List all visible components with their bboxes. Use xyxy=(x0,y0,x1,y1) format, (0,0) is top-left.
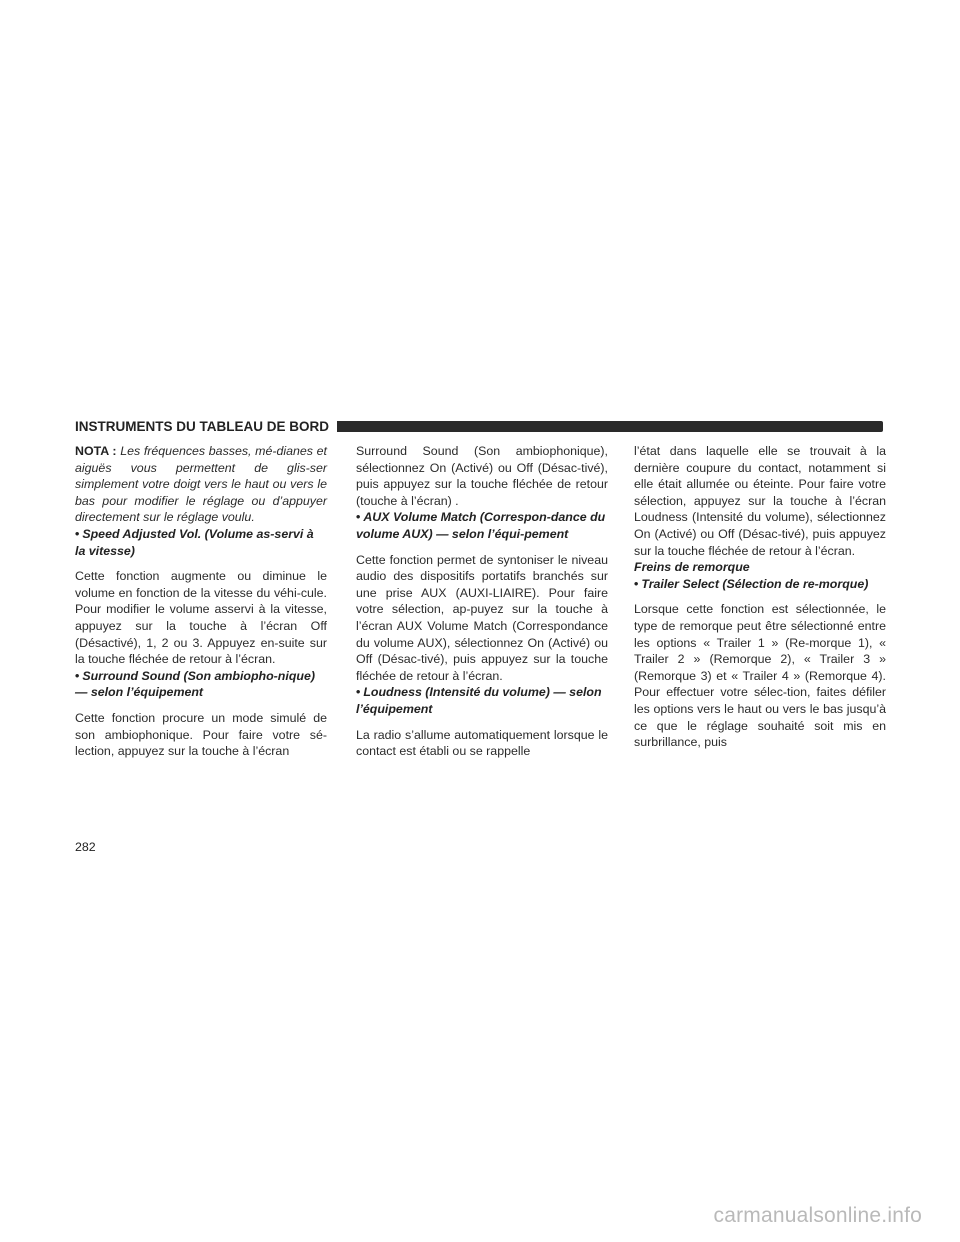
nota-text: Les fréquences basses, mé-dianes et aiguës vous permettent de glis-ser simplement votre doigt vers le haut ou vers le bas pour modifier le réglage ou d’appuyer directement sur le réglage voulu. xyxy=(75,444,327,525)
item-title-loudness: • Loudness (Intensité du volume) — selon l’équipement xyxy=(356,685,602,716)
item-title-speed-adjusted-vol: • Speed Adjusted Vol. (Volume as-servi à la vitesse) xyxy=(75,526,314,558)
watermark-text: carmanualsonline.info xyxy=(713,1204,922,1227)
bullet-icon: • xyxy=(356,510,361,525)
continuation-text-loudness: l’état dans laquelle elle se trouvait à la dernière coupure du contact, notamment si elle était allumée ou éteinte. Pour faire votre sélection, appuyez sur la touche à l’écran Loudness (Intensité du volume), sélectionnez On (Activé) ou Off (Désac-tivé), puis appuyez sur la touche fléchée de retour à l’écran. xyxy=(634,444,886,558)
item-text-speed-adjusted-vol: Cette fonction augmente ou diminue le volume en fonction de la vitesse du véhi-cule. Pour modifier le volume asservi à la vitesse, appuyez sur la touche à l’écran Off (Désactivé), 1, 2 ou 3. Appuyez en-suite sur la touche fléchée de retour à l’écran. xyxy=(75,569,327,667)
item-title-trailer-select: • Trailer Select (Sélection de re-morque) xyxy=(634,576,869,591)
section-title-freins-de-remorque: Freins de remorque xyxy=(634,560,750,575)
text-column-3 xyxy=(634,443,886,751)
nota-label: NOTA : xyxy=(75,444,117,458)
section-header-title: INSTRUMENTS DU TABLEAU DE BORD xyxy=(75,418,329,434)
nota-paragraph xyxy=(75,443,327,526)
item-text-aux-volume-match: Cette fonction permet de syntoniser le niveau audio des dispositifs portatifs branchés sur une prise AUX (AUXI-LIAIRE). Pour faire votre sélection, ap-puyez sur la touche à l’écran AUX Volume Match (Correspondance du volume AUX), sélectionnez On (Activé) ou Off (Désac-tivé), puis appuyez sur la touche fléchée de retour à l’écran. xyxy=(356,552,608,683)
text-column-1 xyxy=(75,443,327,760)
item-title-aux-volume-match: • AUX Volume Match (Correspon-dance du volume AUX) — selon l’équi-pement xyxy=(356,510,606,541)
item-text-trailer-select: Lorsque cette fonction est sélectionnée, le type de remorque peut être sélectionné entre les options « Trailer 1 » (Re-morque 1), « Trailer 2 » (Remorque 2), « Trailer 3 » (Remorque 3) et « Trailer 4 » (Remorque 4). Pour effectuer votre sélec-tion, faites défiler les options vers le haut ou vers le bas jusqu’à ce que le réglage souhaité soit mis en surbrillance, puis xyxy=(634,602,886,750)
bullet-icon: • xyxy=(75,526,80,541)
continuation-text-surround: Surround Sound (Son ambiophonique), sélectionnez On (Activé) ou Off (Désac-tivé), puis appuyez sur la touche fléchée de retour (touche à l’écran) . xyxy=(356,444,608,508)
bullet-icon: • xyxy=(75,668,80,683)
page-number: 282 xyxy=(75,840,96,854)
text-column-2 xyxy=(356,443,608,760)
bullet-icon: • xyxy=(356,685,361,700)
item-title-surround-sound: • Surround Sound (Son ambiopho-nique) — selon l’équipement xyxy=(75,668,315,700)
bullet-icon: • xyxy=(634,576,639,591)
item-text-loudness: La radio s’allume automatiquement lorsque le contact est établi ou se rappelle xyxy=(356,727,608,759)
section-header-bar xyxy=(337,421,883,432)
item-text-surround-sound: Cette fonction procure un mode simulé de son ambiophonique. Pour faire votre sé-lection, appuyez sur la touche à l’écran xyxy=(75,710,327,759)
section-header xyxy=(75,416,883,436)
